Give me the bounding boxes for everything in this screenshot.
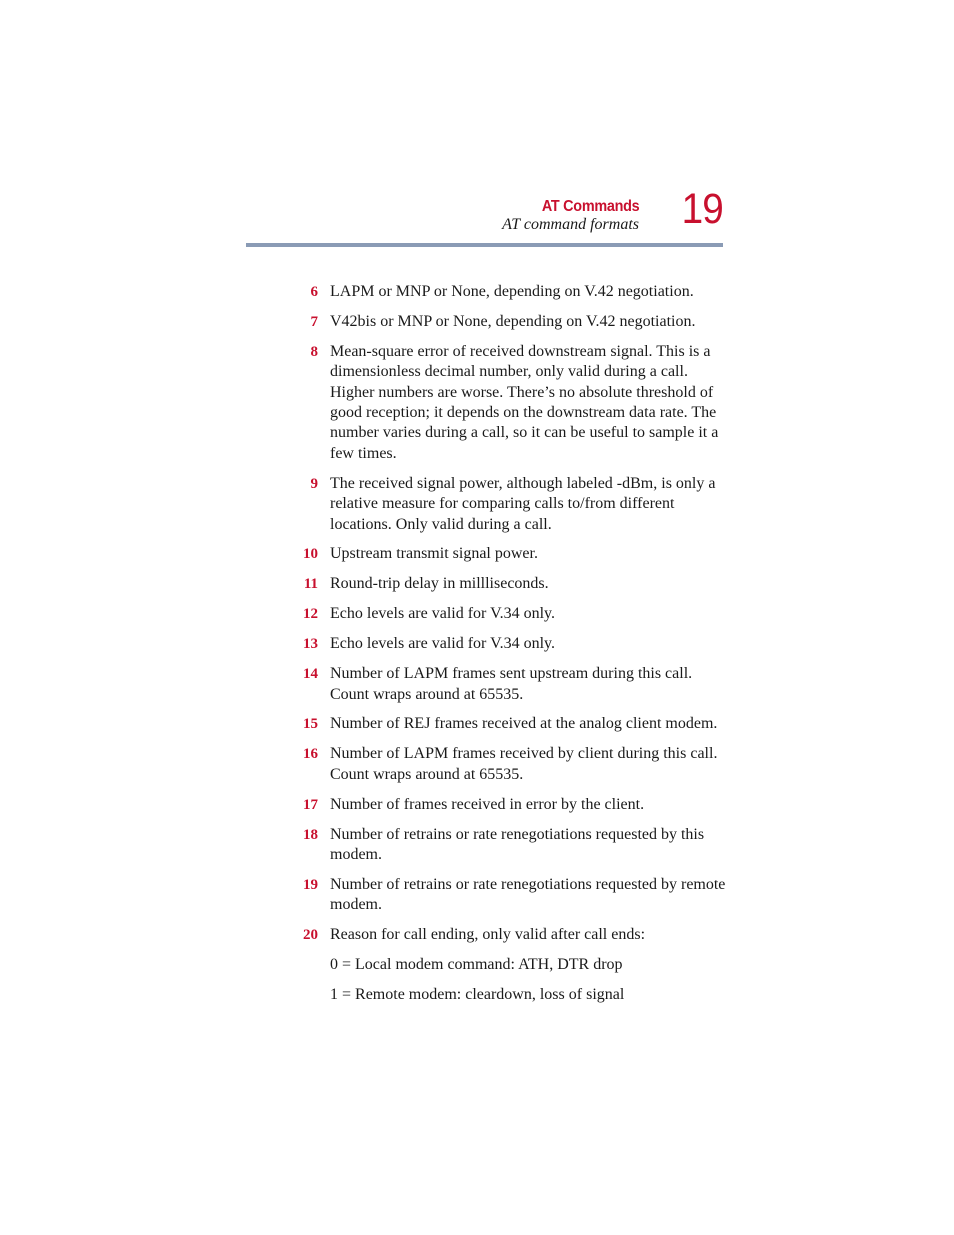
item-number: 20 xyxy=(303,927,318,944)
list-item xyxy=(290,544,730,564)
list-item xyxy=(290,795,730,815)
section-title: AT command formats xyxy=(502,216,639,233)
item-number: 10 xyxy=(303,546,318,563)
item-text: V42bis or MNP or None, depending on V.42 negotiation. xyxy=(330,312,696,330)
item-number: 16 xyxy=(303,746,318,763)
list-item xyxy=(290,875,730,916)
item-text: Number of frames received in error by the client. xyxy=(330,795,645,813)
sub-item: 0 = Local modem command: ATH, DTR drop xyxy=(330,956,623,974)
item-number: 11 xyxy=(303,576,318,593)
item-number: 13 xyxy=(303,636,318,653)
item-text: LAPM or MNP or None, depending on V.42 negotiation. xyxy=(330,283,694,300)
item-text: Mean-square error of received downstream signal. This is a dimensionless decimal number, only valid during a call. Higher numbers are worse. There’s no absolute threshold of good reception; it depends on the downstream data rate. The number varies during a call, so it can be useful to sample it a few times. xyxy=(330,342,719,462)
chapter-title: AT Commands xyxy=(541,198,639,215)
item-text: Reason for call ending, only valid after call ends: xyxy=(330,926,646,944)
item-number: 12 xyxy=(303,606,318,623)
item-text: Upstream transmit signal power. xyxy=(330,545,538,563)
list-item xyxy=(290,474,730,535)
item-number: 9 xyxy=(310,475,318,492)
page-number: 19 xyxy=(681,185,723,233)
item-number: 14 xyxy=(303,666,318,683)
list-item xyxy=(290,342,730,464)
item-number: 15 xyxy=(303,716,318,733)
item-text: Number of LAPM frames sent upstream during this call. Count wraps around at 65535. xyxy=(330,665,693,703)
item-text: Echo levels are valid for V.34 only. xyxy=(330,635,555,653)
item-number: 7 xyxy=(310,313,318,330)
sub-item: 1 = Remote modem: cleardown, loss of signal xyxy=(330,986,625,1004)
item-text: Number of retrains or rate renegotiations requested by remote modem. xyxy=(330,875,726,914)
list-item xyxy=(290,282,730,302)
list-item xyxy=(290,664,730,705)
list-item xyxy=(290,825,730,866)
list-item xyxy=(290,925,730,945)
item-number: 17 xyxy=(303,796,318,813)
item-list xyxy=(290,282,730,1016)
list-item xyxy=(290,634,730,654)
list-item xyxy=(290,604,730,624)
list-item xyxy=(290,714,730,734)
item-number: 8 xyxy=(310,343,318,360)
item-number: 19 xyxy=(303,876,318,893)
item-text: Number of retrains or rate renegotiations requested by this modem. xyxy=(330,825,705,863)
item-number: 18 xyxy=(303,826,318,843)
header-rule xyxy=(246,243,723,247)
item-text: Number of REJ frames received at the analog client modem. xyxy=(330,715,718,733)
item-text: Round-trip delay in millliseconds. xyxy=(330,575,549,593)
item-text: Number of LAPM frames received by client during this call. Count wraps around at 65535. xyxy=(330,745,718,783)
item-text: The received signal power, although labeled -dBm, is only a relative measure for comparing calls to/from different locations. Only valid during a call. xyxy=(330,474,716,533)
page-header xyxy=(246,185,723,248)
list-item xyxy=(290,574,730,594)
list-item xyxy=(290,312,730,332)
item-number: 6 xyxy=(310,284,318,300)
item-text: Echo levels are valid for V.34 only. xyxy=(330,605,555,623)
list-item xyxy=(290,744,730,785)
